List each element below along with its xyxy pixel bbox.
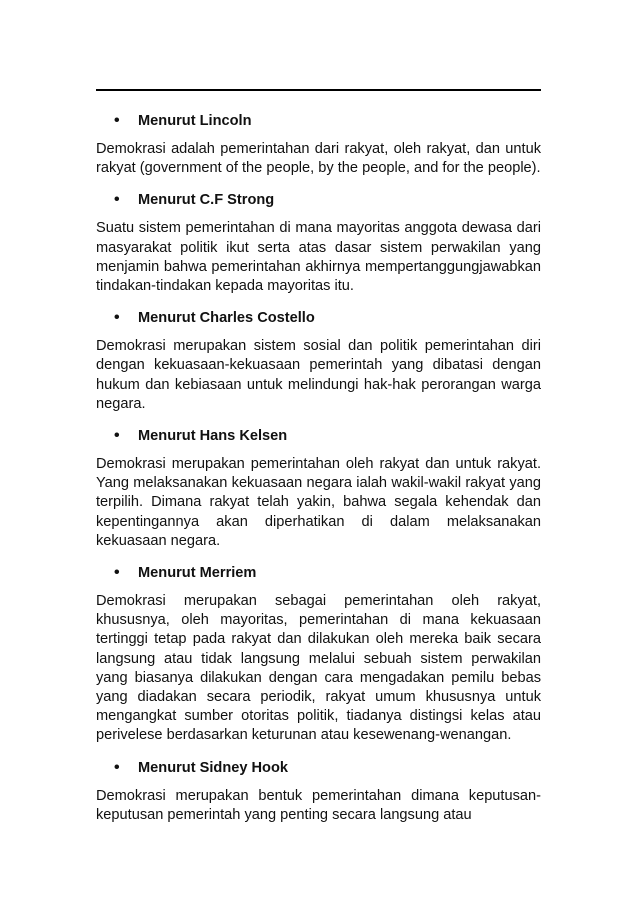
bullet-icon: • — [114, 758, 120, 776]
section-heading-hook — [96, 758, 541, 778]
heading-text: Menurut Charles Costello — [138, 310, 315, 327]
heading-text: Menurut Lincoln — [138, 113, 252, 129]
bullet-icon: • — [114, 191, 120, 209]
paragraph-hook: Demokrasi merupakan bentuk pemerintahan dimana keputusan-keputusan pemerintah yang penting secara langsung atau — [96, 787, 541, 823]
heading-text: Menurut Merriem — [138, 565, 257, 582]
section-heading-merriem — [96, 563, 541, 583]
bullet-icon: • — [114, 309, 120, 327]
section-heading-strong — [96, 190, 541, 210]
section-heading-costello — [96, 308, 541, 328]
header-rule — [96, 89, 541, 91]
bullet-icon: • — [114, 112, 120, 129]
heading-text: Menurut Sidney Hook — [138, 759, 288, 776]
heading-text: Menurut C.F Strong — [138, 192, 275, 209]
paragraph-costello: Demokrasi merupakan sistem sosial dan politik pemerintahan diri dengan kekuasaan-kekuasaan pemerintah yang dibatasi dengan hukum dan kebiasaan untuk melindungi hak-hak perorangan warga negara. — [96, 338, 541, 412]
paragraph-merriem: Demokrasi merupakan sebagai pemerintahan oleh rakyat, khususnya, oleh mayoritas, pemerintahan di mana kekuasaan tertinggi tetap pada rakyat dan dilakukan oleh mereka baik secara langsung atau tidak langsung melalui sebuah sistem perwakilan yang biasanya dilakukan dengan cara mengadakan pemilu bebas yang diadakan secara periodik, rakyat umum khususnya untuk mengangkat sumber otoritas politik, tiadanya distingsi kelas atau perivelese berdasarkan keturunan atau kesewenang-wenangan. — [96, 593, 541, 744]
bullet-icon: • — [114, 427, 120, 445]
section-heading-kelsen — [96, 426, 541, 446]
heading-text: Menurut Hans Kelsen — [138, 428, 288, 445]
paragraph-kelsen: Demokrasi merupakan pemerintahan oleh rakyat dan untuk rakyat. Yang melaksanakan kekuasaan negara ialah wakil-wakil rakyat yang terpilih. Dimana rakyat telah yakin, bahwa segala kehendak dan kepentingannya akan diperhatikan di dalam melaksanakan kekuasaan negara. — [96, 456, 541, 549]
paragraph-strong: Suatu sistem pemerintahan di mana mayoritas anggota dewasa dari masyarakat politik ikut serta atas dasar sistem perwakilan yang menjamin bahwa pemerintahan akhirnya mempertanggungjawabkan tindakan-tindakan kepada mayoritas itu. — [96, 220, 541, 295]
section-heading-lincoln — [96, 111, 541, 131]
document-content — [96, 111, 541, 837]
paragraph-lincoln: Demokrasi adalah pemerintahan dari rakyat, oleh rakyat, dan untuk rakyat (government of the people, by the people, and for the people). — [96, 141, 541, 177]
bullet-icon: • — [114, 564, 120, 582]
